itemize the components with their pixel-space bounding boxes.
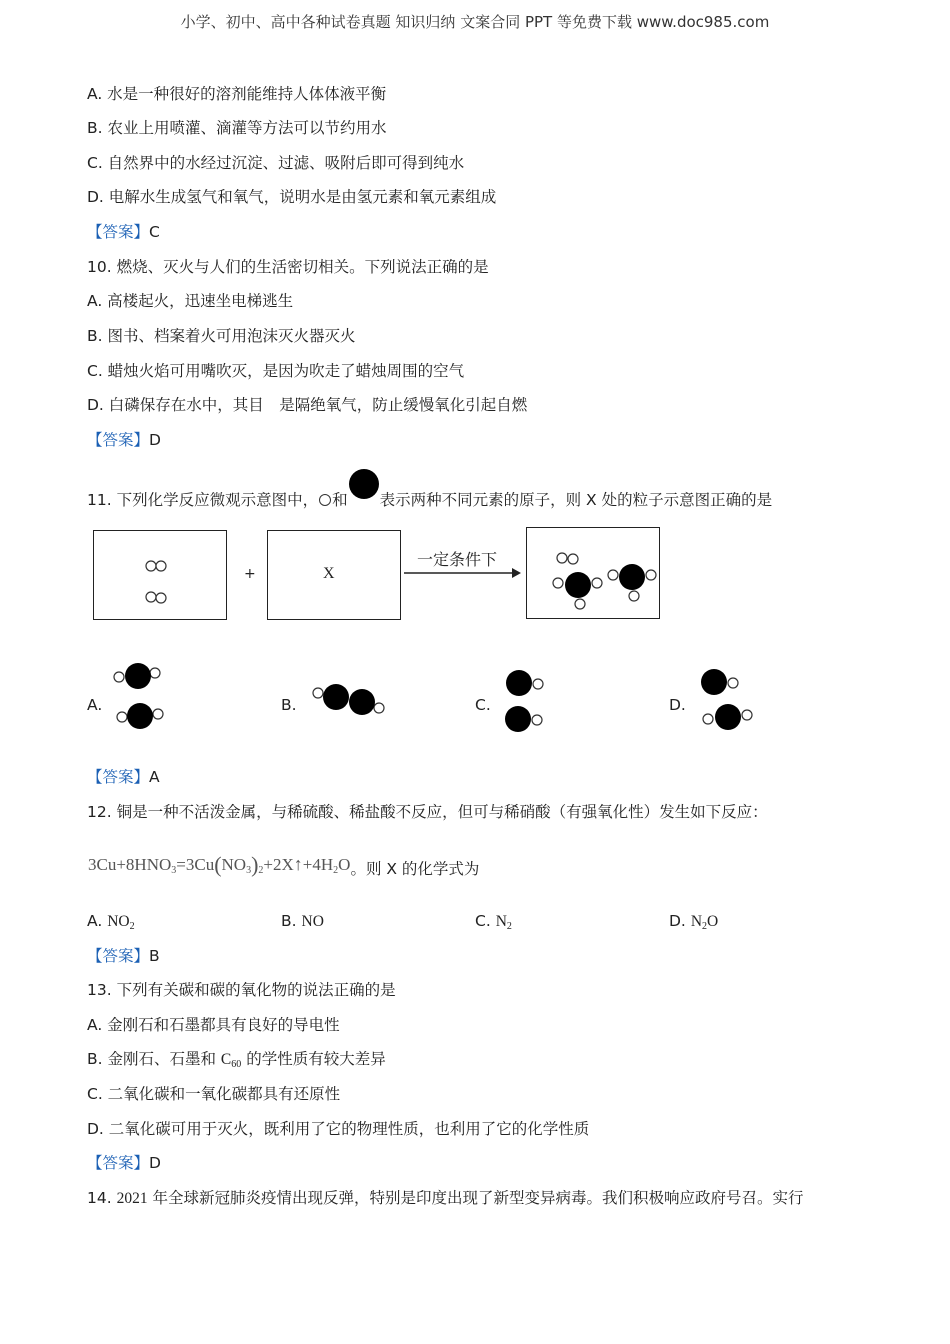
large-atom-icon (349, 469, 379, 499)
q12-stem: 12. 铜是一种不活泼金属，与稀硫酸、稀盐酸不反应，但可与稀硝酸（有强氧化性）发生如下反应： (87, 803, 768, 821)
q11-option-a-graphic (110, 660, 170, 734)
q10-option-d: D. 白磷保存在水中，其目 是隔绝氧气，防止缓慢氧化引起自燃 (87, 396, 528, 414)
q11-stem (87, 477, 772, 510)
chemical-equation: $3Cu+8HNO_3=3Cu(NO_3)_2+2X↑+4H_2O$ (88, 852, 351, 877)
q12-equation-line (88, 852, 479, 878)
q11-option-c-label: C. (475, 696, 491, 714)
q9-option-b: B. 农业上用喷灌、滴灌等方法可以节约用水 (87, 119, 387, 137)
answer-value: C (149, 223, 160, 241)
q11-stem-suffix: 表示两种不同元素的原子，则 X 处的粒子示意图正确的是 (379, 491, 773, 509)
answer-mark: 【答案】 (87, 768, 150, 786)
q10-answer (87, 430, 161, 450)
q10-option-b: B. 图书、档案着火可用泡沫灭火器灭火 (87, 327, 356, 345)
product-box (526, 527, 660, 619)
q11-option-d-label: D. (669, 696, 686, 714)
q13-option-a: A. 金刚石和石墨都具有良好的导电性 (87, 1016, 340, 1034)
reaction-arrow (404, 566, 524, 580)
oxygen-molecules-graphic (94, 531, 228, 621)
q10-stem: 10. 燃烧、灭火与人们的生活密切相关。下列说法正确的是 (87, 258, 489, 276)
q9-option-c: C. 自然界中的水经过沉淀、过滤、吸附后即可得到纯水 (87, 154, 465, 172)
q12-option-c: C. $N_2$ (475, 912, 512, 932)
q9-answer (87, 222, 160, 242)
q9-option-d: D. 电解水生成氢气和氧气，说明水是由氢元素和氧元素组成 (87, 188, 497, 206)
q11-stem-prefix: 11. 下列化学反应微观示意图中， (87, 491, 319, 509)
reactant-box-1 (93, 530, 227, 620)
answer-mark: 【答案】 (87, 431, 150, 449)
q12-option-a: A. $NO_2$ (87, 912, 135, 932)
answer-value: B (149, 947, 160, 965)
q13-option-c: C. 二氧化碳和一氧化碳都具有还原性 (87, 1085, 341, 1103)
q12-equation-suffix: 。则 X 的化学式为 (350, 860, 480, 878)
q11-answer (87, 767, 160, 787)
q12-answer (87, 946, 160, 966)
q11-option-a-label: A. (87, 696, 103, 714)
q10-option-a: A. 高楼起火，迅速坐电梯逃生 (87, 292, 294, 310)
q11-option-b-graphic (310, 680, 390, 720)
answer-mark: 【答案】 (87, 1154, 150, 1172)
small-atom-icon (319, 494, 331, 506)
answer-value: A (149, 768, 160, 786)
q12-option-b: B. NO (281, 912, 324, 930)
q10-option-c: C. 蜡烛火焰可用嘴吹灭，是因为吹走了蜡烛周围的空气 (87, 362, 465, 380)
q11-option-b-label: B. (281, 696, 297, 714)
product-molecules-graphic (527, 528, 661, 620)
reactant-box-x (267, 530, 401, 620)
q13-option-b: B. 金刚石、石墨和 $C_{60}$ 的学性质有较大差异 (87, 1050, 386, 1070)
q9-option-a: A. 水是一种很好的溶剂能维持人体体液平衡 (87, 85, 387, 103)
q11-stem-and: 和 (332, 491, 348, 509)
answer-value: D (149, 431, 161, 449)
q14-stem: 14. 2021 年全球新冠肺炎疫情出现反弹，特别是印度出现了新型变异病毒。我们积极响应政府号召。实行 (87, 1189, 804, 1207)
q11-option-c-graphic (500, 664, 552, 736)
answer-mark: 【答案】 (87, 223, 150, 241)
q13-answer (87, 1153, 161, 1173)
x-label: X (323, 565, 335, 582)
reaction-condition: 一定条件下 (417, 550, 498, 569)
plus-sign: + (244, 566, 256, 582)
q13-stem: 13. 下列有关碳和碳的氧化物的说法正确的是 (87, 981, 396, 999)
q12-option-d: D. $N_2O$ (669, 912, 719, 932)
answer-mark: 【答案】 (87, 947, 150, 965)
q13-option-d: D. 二氧化碳可用于灭火，既利用了它的物理性质，也利用了它的化学性质 (87, 1120, 590, 1138)
page-header: 小学、初中、高中各种试卷真题 知识归纳 文案合同 PPT 等免费下载 www.doc985.com (180, 13, 770, 31)
answer-value: D (149, 1154, 161, 1172)
q11-option-d-graphic (696, 662, 756, 736)
